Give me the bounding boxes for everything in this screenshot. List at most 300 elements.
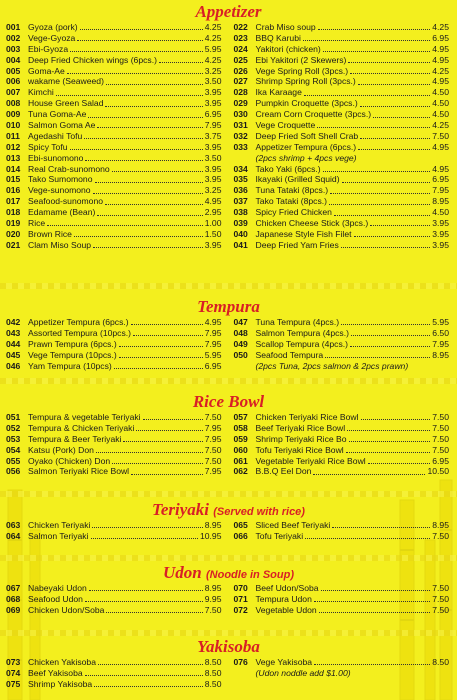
- item-name: Vegetable Udon: [255, 604, 317, 615]
- dot-leader: [358, 148, 430, 150]
- item-price: 3.50: [204, 76, 222, 87]
- item-number: 034: [233, 163, 248, 174]
- item-number: 053: [6, 433, 21, 444]
- menu-item: [234, 76, 450, 87]
- dot-leader: [329, 203, 430, 205]
- item-name: Salmon Tempura (4pcs.): [255, 327, 349, 338]
- item-number: 026: [233, 65, 248, 76]
- menu-item: [6, 185, 222, 196]
- item-name: Vegetable Teriyaki Rice Bowl: [255, 455, 366, 466]
- item-name: Tuna Goma-Ae: [28, 109, 87, 120]
- item-price: 3.95: [432, 239, 449, 250]
- menu-item: [6, 98, 222, 109]
- dot-leader: [93, 192, 203, 194]
- item-price: 7.95: [432, 185, 449, 196]
- menu-item: [234, 317, 450, 328]
- menu-item: [6, 33, 222, 44]
- item-price: 3.95: [432, 218, 449, 229]
- menu-item: [234, 594, 450, 605]
- menu-item: [6, 594, 222, 605]
- dot-leader: [96, 451, 203, 453]
- section-divider: [0, 555, 457, 561]
- item-name: Tempura & Chicken Teriyaki: [28, 422, 135, 433]
- item-number: 008: [6, 98, 21, 109]
- item-price: 10.95: [199, 530, 222, 541]
- section-title: [0, 500, 457, 520]
- menu-item: [234, 142, 450, 153]
- dot-leader: [133, 334, 203, 336]
- item-price: 3.95: [204, 239, 222, 250]
- item-note: (2pcs Tuna, 2pcs salmon & 2pcs prawn): [255, 360, 409, 371]
- item-name: Vege Spring Roll (3pcs.): [255, 65, 349, 76]
- menu-item: [6, 153, 222, 164]
- dot-leader: [350, 345, 430, 347]
- dot-leader: [305, 537, 430, 539]
- appetizer-left-column: [6, 22, 228, 251]
- item-name: Tuna Tataki (8pcs.): [255, 185, 329, 196]
- menu-item: [234, 120, 450, 131]
- item-name: Deep Fried Yam Fries: [255, 239, 339, 250]
- dot-leader: [325, 356, 430, 358]
- item-number: 039: [233, 218, 248, 229]
- dot-leader: [319, 611, 431, 613]
- dot-leader: [314, 663, 430, 665]
- menu-item: [6, 164, 222, 175]
- dot-leader: [112, 170, 203, 172]
- item-number: 076: [233, 657, 248, 667]
- item-number: 021: [6, 239, 21, 250]
- dot-leader: [112, 462, 203, 464]
- item-name: Deep Fried Soft Shell Crab: [255, 130, 359, 141]
- item-number: 066: [233, 530, 248, 541]
- dot-leader: [85, 159, 202, 161]
- menu-item: [234, 55, 450, 66]
- item-price: 3.95: [204, 87, 222, 98]
- item-name: Ebi-Gyoza: [28, 43, 69, 54]
- menu-item: [6, 445, 222, 456]
- item-number: 007: [6, 87, 21, 98]
- item-name: Chicken Udon/Soba: [28, 604, 105, 615]
- item-name: Salmon Teriyaki: [28, 530, 89, 541]
- item-number: 035: [233, 174, 248, 185]
- item-number: 054: [6, 444, 21, 455]
- teriyaki-right-column: [228, 520, 450, 542]
- item-number: 047: [233, 317, 248, 327]
- item-number: 019: [6, 218, 21, 229]
- dot-leader: [321, 589, 431, 591]
- item-name: Oyako (Chicken) Don: [28, 455, 111, 466]
- item-price: 4.50: [432, 109, 449, 120]
- item-number: 006: [6, 76, 21, 87]
- item-name: Scallop Tempura (4pcs.): [255, 338, 349, 349]
- menu-item: [6, 120, 222, 131]
- item-price: 1.00: [204, 218, 222, 229]
- tempura-left-column: [6, 317, 228, 371]
- item-name: Yakitori (chicken): [255, 43, 321, 54]
- item-number: 002: [6, 32, 21, 43]
- dot-leader: [348, 61, 430, 63]
- item-number: 070: [233, 583, 248, 593]
- item-number: 032: [233, 130, 248, 141]
- menu-item: [6, 131, 222, 142]
- item-price: 4.95: [432, 141, 449, 152]
- menu-item: [6, 679, 222, 690]
- udon-left-column: [6, 583, 228, 616]
- item-name: Real Crab-sunomono: [28, 163, 110, 174]
- udon-title: Udon: [163, 563, 202, 582]
- item-name: Beef Teriyaki Rice Bowl: [255, 422, 346, 433]
- item-price: 7.50: [204, 455, 222, 466]
- item-price: 6.95: [432, 455, 449, 466]
- menu-item: [6, 466, 222, 477]
- menu-item: [234, 66, 450, 77]
- item-price: 4.95: [204, 317, 222, 327]
- dot-leader: [67, 72, 203, 74]
- item-number: 029: [233, 98, 248, 109]
- dot-leader: [159, 61, 203, 63]
- menu-item: [234, 350, 450, 361]
- item-name: Vege Tempura (10pcs.): [28, 349, 117, 360]
- item-price: 8.50: [204, 678, 222, 689]
- udon-right-column: [228, 583, 450, 616]
- item-name: Nabeyaki Udon: [28, 583, 87, 593]
- item-number: 033: [233, 141, 248, 152]
- item-name: Chicken Yakisoba: [28, 657, 96, 667]
- rice-bowl-title: Rice Bowl: [192, 392, 265, 411]
- item-name: Prawn Tempura (6pcs.): [28, 338, 117, 349]
- menu-item: [6, 76, 222, 87]
- item-price: 1.50: [204, 228, 222, 239]
- item-name: Seafood-sunomono: [28, 196, 104, 207]
- item-name: Seafood Tempura: [255, 349, 324, 360]
- item-number: 041: [233, 239, 248, 250]
- section-divider: [0, 630, 457, 636]
- menu-item: [234, 109, 450, 120]
- item-price: 4.50: [432, 207, 449, 218]
- item-price: 7.50: [432, 583, 449, 593]
- item-number: 015: [6, 174, 21, 185]
- item-price: 4.25: [432, 65, 449, 76]
- menu-item: [6, 22, 222, 33]
- item-name: Cream Corn Croquette (3pcs.): [255, 109, 372, 120]
- menu-item: [6, 328, 222, 339]
- item-name: Seafood Udon: [28, 593, 83, 604]
- item-number: 046: [6, 360, 21, 371]
- item-number: 067: [6, 583, 21, 593]
- menu-item: [6, 668, 222, 679]
- item-number: 040: [233, 228, 248, 239]
- dot-leader: [70, 50, 203, 52]
- dot-leader: [70, 148, 203, 150]
- section-divider: [0, 283, 457, 289]
- item-price: 6.95: [204, 109, 222, 120]
- menu-item: [234, 240, 450, 251]
- item-name: Agedashi Tofu: [28, 130, 83, 141]
- menu-item: [6, 583, 222, 594]
- section-divider: [0, 378, 457, 384]
- menu-item: [6, 142, 222, 153]
- item-price: 10.50: [427, 466, 449, 477]
- menu-item: [6, 520, 222, 531]
- item-name: Clam Miso Soup: [28, 239, 92, 250]
- menu-item: [234, 605, 450, 616]
- teriyaki-left-column: [6, 520, 228, 542]
- item-name: Brown Rice: [28, 228, 72, 239]
- item-name: BBQ Karubi: [255, 32, 301, 43]
- tempura-right-column: [228, 317, 450, 371]
- item-price: 4.95: [432, 54, 449, 65]
- item-name: Vege Croquette: [255, 120, 316, 131]
- item-price: 7.50: [432, 130, 449, 141]
- dot-leader: [97, 126, 202, 128]
- item-name: B.B.Q Eel Don: [255, 466, 312, 477]
- dot-leader: [346, 451, 431, 453]
- tempura-title: Tempura: [197, 297, 260, 316]
- dot-leader: [314, 600, 430, 602]
- item-name: wakame (Seaweed): [28, 76, 104, 87]
- dot-leader: [85, 600, 203, 602]
- menu-item: [234, 434, 450, 445]
- item-name: Shrimp Yakisoba: [28, 678, 93, 689]
- dot-leader: [323, 170, 431, 172]
- item-price: 2.95: [204, 207, 222, 218]
- menu-item: [234, 174, 450, 185]
- dot-leader: [323, 50, 430, 52]
- item-price: 7.50: [432, 422, 449, 433]
- item-price: 5.95: [204, 349, 222, 360]
- item-name: Gyoza (pork): [28, 22, 78, 32]
- menu-item: [234, 657, 450, 668]
- item-price: 7.50: [204, 604, 222, 615]
- item-name: Sliced Beef Teriyaki: [255, 520, 331, 530]
- dot-leader: [318, 28, 431, 30]
- item-number: 044: [6, 338, 21, 349]
- menu-item: [234, 22, 450, 33]
- dot-leader: [91, 537, 198, 539]
- item-price: 3.95: [204, 174, 222, 185]
- item-number: 020: [6, 228, 21, 239]
- dot-leader: [143, 418, 203, 420]
- item-name: Chicken Teriyaki Rice Bowl: [255, 412, 359, 422]
- menu-item: [234, 520, 450, 531]
- menu-item: [234, 456, 450, 467]
- dot-leader: [360, 137, 430, 139]
- item-number: 075: [6, 678, 21, 689]
- item-price: 4.95: [204, 196, 222, 207]
- dot-leader: [303, 39, 430, 41]
- rice-bowl-left-column: [6, 412, 228, 477]
- dot-leader: [93, 246, 203, 248]
- item-number: 004: [6, 54, 21, 65]
- item-price: 3.95: [432, 228, 449, 239]
- item-name: Tako Tataki (8pcs.): [255, 196, 327, 207]
- dot-leader: [88, 116, 202, 118]
- item-number: 064: [6, 530, 21, 541]
- item-name: Ika Karaage: [255, 87, 302, 98]
- section-title: [0, 637, 457, 657]
- dot-leader: [330, 192, 430, 194]
- item-name: House Green Salad: [28, 98, 104, 109]
- item-price: 4.95: [432, 76, 449, 87]
- section-title: [0, 563, 457, 583]
- item-number: 038: [233, 207, 248, 218]
- item-number: 061: [233, 455, 248, 466]
- udon-subtitle: (Noodle in Soup): [206, 569, 294, 581]
- item-number: 012: [6, 141, 21, 152]
- item-name: Vege Yakisoba: [255, 657, 313, 667]
- item-number: 005: [6, 65, 21, 76]
- item-price: 4.25: [204, 54, 222, 65]
- menu-item: [6, 174, 222, 185]
- menu-item: [234, 164, 450, 175]
- item-number: 027: [233, 76, 248, 87]
- item-name: Tempura & vegetable Teriyaki: [28, 412, 141, 422]
- item-number: 022: [233, 22, 248, 32]
- item-price: 6.95: [204, 360, 222, 371]
- teriyaki-section: [0, 500, 457, 542]
- item-number: 028: [233, 87, 248, 98]
- menu-item: [234, 98, 450, 109]
- dot-leader: [131, 323, 203, 325]
- item-price: 6.95: [432, 32, 449, 43]
- item-price: 8.50: [204, 657, 222, 667]
- menu-item: [6, 87, 222, 98]
- teriyaki-subtitle: (Served with rice): [213, 506, 305, 518]
- dot-leader: [354, 235, 431, 237]
- item-name: Yam Tempura (10pcs): [28, 360, 112, 371]
- dot-leader: [105, 105, 202, 107]
- menu-item: [234, 229, 450, 240]
- item-price: 4.25: [204, 22, 222, 32]
- item-price: 3.50: [204, 152, 222, 163]
- item-number: 014: [6, 163, 21, 174]
- item-name: Goma-Ae: [28, 65, 65, 76]
- item-name: Pumpkin Croquette (3pcs.): [255, 98, 358, 109]
- menu-item: [234, 583, 450, 594]
- item-name: Salmon Teriyaki Rice Bowl: [28, 466, 130, 477]
- dot-leader: [56, 94, 203, 96]
- rice-bowl-right-column: [228, 412, 450, 477]
- item-number: 009: [6, 109, 21, 120]
- dot-leader: [347, 429, 430, 431]
- dot-leader: [97, 214, 202, 216]
- item-price: 7.95: [432, 338, 449, 349]
- item-number: 059: [233, 433, 248, 444]
- dot-leader: [360, 105, 431, 107]
- yakisoba-title: Yakisoba: [197, 637, 260, 656]
- dot-leader: [114, 367, 203, 369]
- dot-leader: [77, 39, 202, 41]
- item-price: 5.95: [204, 43, 222, 54]
- dot-leader: [334, 214, 430, 216]
- menu-item: [234, 218, 450, 229]
- menu-item: [6, 229, 222, 240]
- item-number: 043: [6, 327, 21, 338]
- item-name: Vege-Gyoza: [28, 32, 76, 43]
- dot-leader: [373, 116, 430, 118]
- item-price: 3.75: [204, 130, 222, 141]
- dot-leader: [350, 72, 430, 74]
- item-number: 013: [6, 152, 21, 163]
- item-name: Katsu (Pork) Don: [28, 444, 94, 455]
- dot-leader: [92, 526, 202, 528]
- menu-item: [234, 328, 450, 339]
- item-name: Tako Yaki (6pcs.): [255, 163, 321, 174]
- item-number: 017: [6, 196, 21, 207]
- item-price: 8.95: [432, 196, 449, 207]
- item-number: 037: [233, 196, 248, 207]
- menu-item: [6, 412, 222, 423]
- item-price: 4.50: [432, 98, 449, 109]
- item-number: 057: [233, 412, 248, 422]
- item-number: 036: [233, 185, 248, 196]
- item-price: 7.50: [432, 593, 449, 604]
- item-number: 063: [6, 520, 21, 530]
- item-price: 7.50: [432, 444, 449, 455]
- item-name: Chicken Teriyaki: [28, 520, 91, 530]
- menu-item: [6, 109, 222, 120]
- menu-item: [234, 339, 450, 350]
- item-price: 7.95: [204, 120, 222, 131]
- item-price: 4.25: [432, 22, 449, 32]
- dot-leader: [342, 181, 431, 183]
- menu-item: [6, 55, 222, 66]
- item-price: 6.95: [432, 174, 449, 185]
- dot-leader: [370, 224, 430, 226]
- item-name: Vege-sunomono: [28, 185, 91, 196]
- menu-item: [6, 456, 222, 467]
- item-number: 058: [233, 422, 248, 433]
- dot-leader: [368, 462, 431, 464]
- item-price: 7.50: [432, 433, 449, 444]
- item-price: 4.25: [432, 120, 449, 131]
- item-name: Deep Fried Chicken wings (6pcs.): [28, 54, 157, 65]
- menu-item: [234, 131, 450, 142]
- item-price: 8.50: [432, 657, 449, 667]
- item-number: 003: [6, 43, 21, 54]
- dot-leader: [85, 674, 203, 676]
- item-number: 069: [6, 604, 21, 615]
- item-name: Tuna Tempura (4pcs.): [255, 317, 340, 327]
- teriyaki-title: Teriyaki: [152, 500, 210, 519]
- menu-item: [6, 361, 222, 372]
- section-title: [0, 392, 457, 412]
- item-price: 7.50: [204, 412, 222, 422]
- item-name: Salmon Goma Ae: [28, 120, 96, 131]
- menu-item: [234, 466, 450, 477]
- item-price: 3.25: [204, 185, 222, 196]
- item-name: Tofu Teriyaki Rice Bowl: [255, 444, 344, 455]
- item-number: 048: [233, 327, 248, 338]
- menu-item: [6, 218, 222, 229]
- appetizer-section: [0, 2, 457, 251]
- menu-item: [6, 605, 222, 616]
- item-name: Tempura & Beer Teriyaki: [28, 433, 122, 444]
- dot-leader: [136, 429, 202, 431]
- menu-item: [6, 44, 222, 55]
- menu-item: [6, 196, 222, 207]
- menu-item: [6, 317, 222, 328]
- item-number: 042: [6, 317, 21, 327]
- item-number: 024: [233, 43, 248, 54]
- menu-item: [234, 412, 450, 423]
- yakisoba-right-column: [228, 657, 450, 690]
- item-price: 3.95: [204, 163, 222, 174]
- yakisoba-left-column: [6, 657, 228, 690]
- item-number: 049: [233, 338, 248, 349]
- item-number: 072: [233, 604, 248, 615]
- menu-item: [6, 531, 222, 542]
